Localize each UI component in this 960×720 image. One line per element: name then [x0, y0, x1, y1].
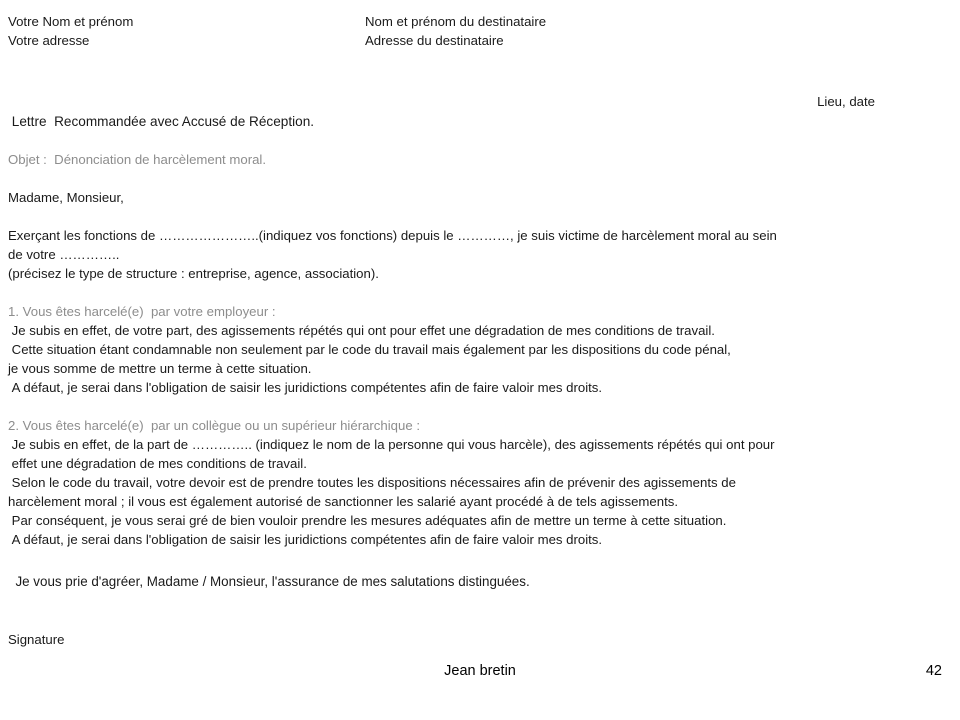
section-employer-harassment [8, 302, 952, 397]
footer-author: Jean bretin [444, 663, 516, 679]
address-header [8, 12, 952, 50]
sender-address-block [8, 12, 365, 50]
section-2-line-1: Je subis en effet, de la part de ………….. (indiquez le nom de la personne qui vous harcèle), des agissements répétés qui ont pour [8, 437, 775, 452]
subject-line: Objet : Dénonciation de harcèlement moral. [8, 152, 267, 167]
recipient-name-line: Nom et prénom du destinataire [365, 14, 547, 29]
intro-line-3: (précisez le type de structure : entreprise, agence, association). [8, 266, 379, 281]
section-1-line-3: je vous somme de mettre un terme à cette situation. [8, 361, 312, 376]
signature-label: Signature [8, 632, 65, 647]
registered-letter-notice: Lettre Recommandée avec Accusé de Réception. [8, 114, 315, 129]
intro-paragraph [8, 226, 952, 283]
page-footer [0, 661, 960, 685]
salutation: Madame, Monsieur, [8, 190, 124, 205]
footer-page-number: 42 [925, 663, 942, 679]
section-2-line-4: harcèlement moral ; il vous est également autorisé de sanctionner les salarié ayant procédé à de tels agissements. [8, 494, 678, 509]
sender-address-line: Votre adresse [8, 33, 90, 48]
intro-line-1: Exerçant les fonctions de …………………..(indiquez vos fonctions) depuis le …………, je suis victime de harcèlement moral au sein [8, 228, 777, 243]
section-2-line-2: effet une dégradation de mes conditions de travail. [8, 456, 307, 471]
sender-name-line: Votre Nom et prénom [8, 14, 134, 29]
section-2-line-5: Par conséquent, je vous serai gré de bien vouloir prendre les mesures adéquates afin de mettre un terme à cette situation. [8, 513, 727, 528]
intro-line-2: de votre ………….. [8, 247, 120, 262]
place-and-date: Lieu, date [817, 94, 875, 109]
section-2-line-3: Selon le code du travail, votre devoir est de prendre toutes les dispositions nécessaires afin de prévenir des agissements de [8, 475, 736, 490]
section-colleague-harassment [8, 416, 952, 549]
section-1-line-4: A défaut, je serai dans l'obligation de saisir les juridictions compétentes afin de faire valoir mes droits. [8, 380, 603, 395]
section-2-line-6: A défaut, je serai dans l'obligation de saisir les juridictions compétentes afin de faire valoir mes droits. [8, 532, 603, 547]
section-2-heading: 2. Vous êtes harcelé(e) par un collègue ou un supérieur hiérarchique : [8, 418, 420, 433]
recipient-address-block [365, 12, 952, 50]
recipient-address-line: Adresse du destinataire [365, 33, 504, 48]
closing-formula: Je vous prie d'agréer, Madame / Monsieur, l'assurance de mes salutations distinguées. [8, 574, 530, 589]
section-1-line-2: Cette situation étant condamnable non seulement par le code du travail mais également par les dispositions du code pénal, [8, 342, 731, 357]
section-1-heading: 1. Vous êtes harcelé(e) par votre employeur : [8, 304, 276, 319]
section-1-line-1: Je subis en effet, de votre part, des agissements répétés qui ont pour effet une dégradation de mes conditions de travail. [8, 323, 715, 338]
